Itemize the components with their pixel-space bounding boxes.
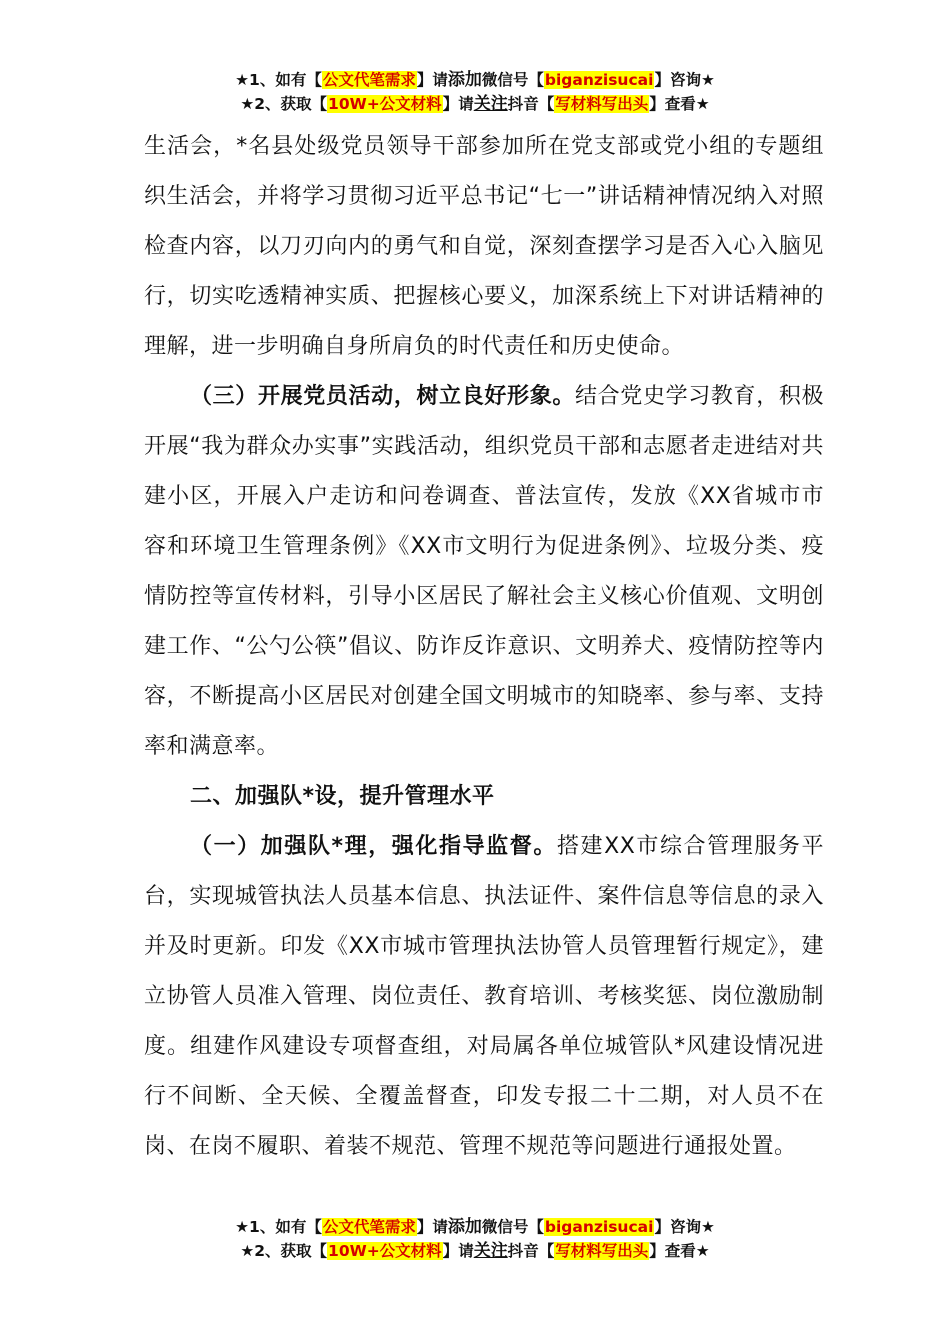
banner-text: 】请: [416, 71, 448, 89]
paragraph-3-heading: （一）加强队*理，强化指导监督。: [190, 834, 557, 859]
banner-line-2: [0, 92, 950, 116]
banner-text: ★1、如有【: [235, 71, 322, 89]
banner-highlight-douyin: 写材料写出头: [555, 95, 649, 113]
banner-highlight: 10W+公文材料: [328, 95, 442, 113]
paragraph-3-text: 搭建XX市综合管理服务平台，实现城管执法人员基本信息、执法证件、案件信息等信息的录入并及时更新。印发《XX市城市管理执法协管人员管理暂行规定》，建立协管人员准入管理、岗位责任、教育培训、考核奖惩、岗位激励制度。组建作风建设专项督查组，对局属各单位城管队*风建设情况进行不间断、全天候、全覆盖督查，印发专报二十二期，对人员不在岗、在岗不履职、着装不规范、管理不规范等问题进行通报处置。: [144, 834, 824, 1159]
paragraph-2: [144, 372, 824, 772]
paragraph-2-heading: （三）开展党员活动，树立良好形象。: [190, 384, 576, 409]
banner-highlight: 10W+公文材料: [328, 1242, 442, 1260]
banner-text: 抖音【: [507, 1242, 555, 1260]
banner-text: 】咨询★: [654, 71, 715, 89]
banner-text: 微信号【: [481, 71, 544, 89]
paragraph-1: 生活会，*名县处级党员领导干部参加所在党支部或党小组的专题组织生活会，并将学习贯彻习近平总书记“七一”讲话精神情况纳入对照检查内容，以刀刃向内的勇气和自觉，深刻查摆学习是否入心入脑见行，切实吃透精神实质、把握核心要义，加深系统上下对讲话精神的理解，进一步明确自身所肩负的时代责任和历史使命。: [144, 134, 824, 359]
banner-text: 微信号【: [481, 1218, 544, 1236]
header-banner: [0, 68, 950, 116]
banner-line-2: [0, 1239, 950, 1263]
banner-text: 】请: [416, 1218, 448, 1236]
banner-line-1: [0, 1215, 950, 1239]
banner-emphasis: 添加: [447, 1217, 482, 1237]
banner-emphasis: 关注: [473, 1241, 508, 1261]
document-body: [144, 122, 824, 1172]
banner-highlight-wechat: biganzisucai: [544, 1218, 654, 1236]
footer-banner: [0, 1215, 950, 1263]
banner-text: ★1、如有【: [235, 1218, 322, 1236]
banner-text: 】查看★: [649, 95, 710, 113]
paragraph-2-text: 结合党史学习教育，积极开展“我为群众办实事”实践活动，组织党员干部和志愿者走进结对共建小区，开展入户走访和问卷调查、普法宣传，发放《XX省城市市容和环境卫生管理条例》《XX市文明行为促进条例》、垃圾分类、疫情防控等宣传材料，引导小区居民了解社会主义核心价值观、文明创建工作、“公勺公筷”倡议、防诈反诈意识、文明养犬、疫情防控等内容，不断提高小区居民对创建全国文明城市的知晓率、参与率、支持率和满意率。: [144, 384, 824, 759]
banner-text: 】请: [442, 1242, 474, 1260]
banner-emphasis: 关注: [473, 94, 508, 114]
banner-highlight-douyin: 写材料写出头: [555, 1242, 649, 1260]
section-2-heading: [144, 772, 824, 822]
banner-text: 抖音【: [507, 95, 555, 113]
banner-text: 】咨询★: [654, 1218, 715, 1236]
banner-highlight-wechat: biganzisucai: [544, 71, 654, 89]
banner-text: 】查看★: [649, 1242, 710, 1260]
banner-highlight: 公文代笔需求: [322, 1218, 416, 1236]
banner-text: ★2、获取【: [240, 1242, 328, 1260]
section-2-heading-text: 二、加强队*设，提升管理水平: [190, 784, 495, 809]
banner-text: 】请: [442, 95, 474, 113]
banner-emphasis: 添加: [447, 70, 482, 90]
banner-text: ★2、获取【: [240, 95, 328, 113]
banner-line-1: [0, 68, 950, 92]
paragraph-3: [144, 822, 824, 1172]
banner-highlight: 公文代笔需求: [322, 71, 416, 89]
